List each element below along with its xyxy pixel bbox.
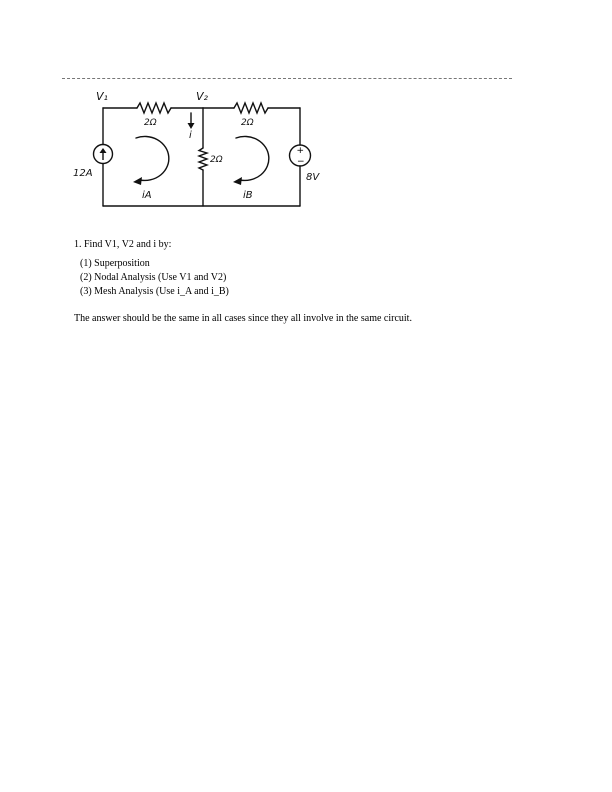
mesh-a-arrow-head	[133, 177, 142, 185]
mesh-b-label: iB	[243, 190, 253, 201]
resistor-middle	[199, 148, 207, 170]
resistor-left	[137, 103, 171, 113]
question-title: 1. Find V1, V2 and i by:	[74, 239, 172, 250]
mesh-b-arrow-head	[233, 177, 242, 185]
question-part-1: (1) Superposition	[80, 258, 150, 269]
mesh-b-loop	[236, 136, 269, 180]
resistor-left-label: 2Ω	[144, 118, 157, 128]
node-v1-label: V₁	[96, 90, 108, 103]
question-part-2: (2) Nodal Analysis (Use V1 and V2)	[80, 272, 227, 283]
current-source-label: 12A	[73, 168, 93, 179]
resistor-right-label: 2Ω	[241, 118, 254, 128]
current-i-arrow-head	[188, 123, 195, 129]
header-divider	[62, 78, 512, 79]
current-i-label: i	[189, 130, 192, 141]
voltage-plus-sign: +	[296, 146, 305, 156]
resistor-middle-label: 2Ω	[210, 155, 223, 165]
answer-note: The answer should be the same in all cases since they all involve in the same circuit.	[74, 313, 412, 324]
circuit-diagram	[60, 86, 360, 214]
node-v2-label: V₂	[196, 90, 208, 103]
mesh-a-loop	[136, 136, 169, 180]
mesh-a-label: iA	[142, 190, 152, 201]
question-parts-list	[80, 257, 229, 299]
question-part-3: (3) Mesh Analysis (Use i_A and i_B)	[80, 286, 229, 297]
voltage-minus-sign: −	[297, 157, 305, 167]
voltage-source-label: 8V	[306, 172, 320, 183]
resistor-right	[234, 103, 268, 113]
